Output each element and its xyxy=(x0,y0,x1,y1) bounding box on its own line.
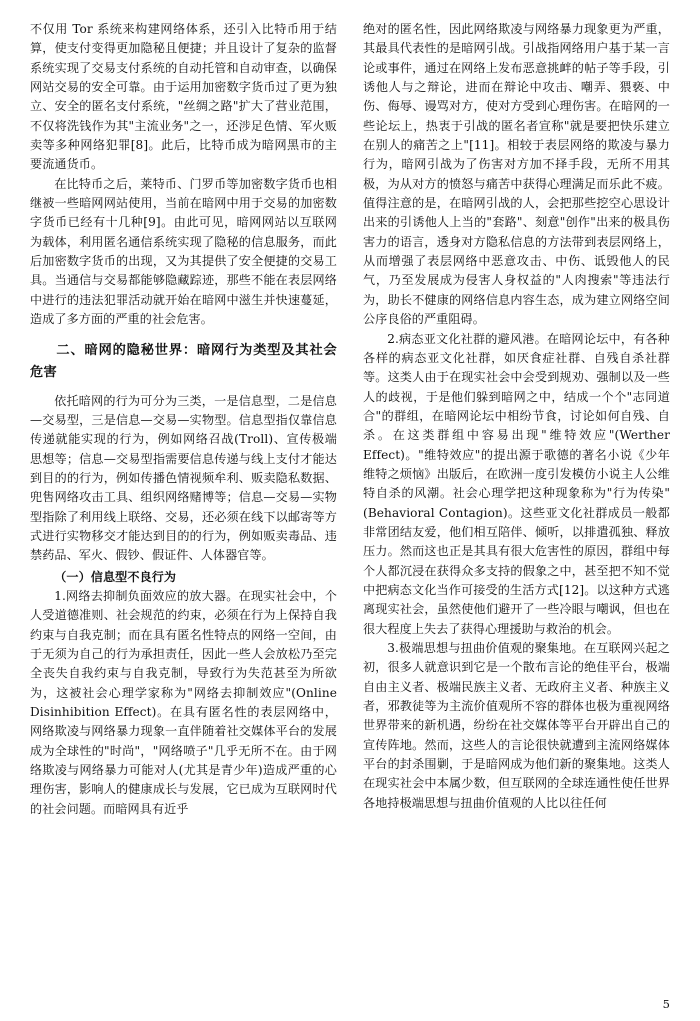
paragraph: 1.网络去抑制负面效应的放大器。在现实社会中，个人受道德准则、社会规范的约束，必须在行为上保持自我约束与自我克制；而在具有匿名性特点的网络一空间，由于无须为自己的行为承担责任，因此一些人会放松乃至完全丧失自我约束与自我克制，导致行为失范甚至为所欲为，这被社会心理学家称为"网络去抑制效应"(Online Disinhibition Effect)。在具有匿名性的表层网络中，网络欺凌与网络暴力现象一直伴随着社交媒体平台的发展成为全球性的"时尚"，"网络喷子"几乎无所不在。由于网络欺凌与网络暴力可能对人(尤其是青少年)造成严重的心理伤害，影响人的健康成长与发展，它已成为互联网时代的社会问题。而暗网具有近乎 xyxy=(30,588,337,816)
right-column xyxy=(363,20,670,970)
left-column xyxy=(30,20,337,970)
subsection-heading: （一）信息型不良行为 xyxy=(54,569,177,584)
paragraph: 3.极端思想与扭曲价值观的聚集地。在互联网兴起之初，很多人就意识到它是一个散布言论的绝佳平台，极端自由主义者、极端民族主义者、无政府主义者、种族主义者，邪教徒等为主流价值观所不容的群体也极为重视网络世界带来的新机遇，纷纷在社交媒体等平台开辟出自己的宣传阵地。然而，这些人的言论很快就遭到主流网络媒体平台的封杀围剿，于是暗网成为他们新的聚集地。这类人在现实社会中本属少数，但互联网的全球连通性使任世界各地持极端思想与扭曲价值观的人比以往任何 xyxy=(363,641,670,810)
page-number: 5 xyxy=(662,997,670,1011)
two-column-layout xyxy=(30,20,670,970)
section-heading: 二、暗网的隐秘世界：暗网行为类型及其社会危害 xyxy=(30,342,337,380)
paragraph: 依托暗网的行为可分为三类，一是信息型，二是信息—交易型，三是信息—交易—实物型。信息型指仅靠信息传递就能实现的行为，例如网络召战(Troll)、宣传极端思想等；信息—交易型指需要信息传递与线上支付才能达到目的的行为，例如传播色情视频牟利、贩卖隐私数据、兜售网络攻击工具、组织网络赌博等；信息—交易—实物型指除了利用线上联络、交易，还必须在线下以邮寄等方式进行实物移交才能达到目的的行为，例如贩卖毒品、违禁药品、军火、假钞、假证件、人体器官等。 xyxy=(30,393,337,563)
paragraph: 在比特币之后，莱特币、门罗币等加密数字货币也相继被一些暗网网站使用，当前在暗网中用于交易的加密数字货币已经有十几种[9]。由此可见，暗网网站以互联网为载体，利用匿名通信系统实现了隐秘的信息服务，而此后加密数字货币的出现，又为其提供了安全便捷的交易工具。当通信与交易都能够隐藏踪迹，那些不能在表层网络中进行的违法犯罪活动就开始在暗网中滋生并快速蔓延，造成了多方面的严重的社会危害。 xyxy=(30,176,337,327)
paragraph: 不仅用 Tor 系统来构建网络体系，还引入比特币用于结算，使支付变得更加隐秘且便捷；并且设计了复杂的监督系统实现了交易支付系统的自动托管和自动审查，以确保网站交易的安全可靠。由于运用加密数字货币过了更为独立、安全的匿名支付系统，"丝绸之路"扩大了营业范围，不仅将洗钱作为其"主流业务"之一，还涉足色情、军火贩卖等多种网络犯罪[8]。此后，比特币成为暗网黑市的主要流通货币。 xyxy=(30,22,337,172)
paragraph: 2.病态亚文化社群的避风港。在暗网论坛中，有各种各样的病态亚文化社群，如厌食症社群、自残自杀社群等。这类人由于在现实社会中会受到规劝、强制以及一些人的歧视，于是他们躲到暗网之中，结成一个个"志同道合"的群组，在暗网论坛中相纷节食，讨论如何自残、自杀。在这类群组中容易出现"维特效应"(Werther Effect)。"维特效应"的提出源于歌德的著名小说《少年维特之烦恼》出版后，在欧洲一度引发模仿小说主人公维特自杀的风潮。社会心理学把这种现象称为"行为传染"(Behavioral Contagion)。这些亚文化社群成员一般都非常团结友爱，他们相互陪伴、倾听，以排遣孤独、释放压力。然而这也正是其具有很大危害性的原因，群组中每个人都沉浸在获得众多支持的假象之中，甚至把不知不觉中把病态文化当作可接受的生活方式[12]。以这种方式逃离现实社会，虽然使他们避开了一些冷眼与嘲讽，但也在很大程度上失去了获得心理援助与救治的机会。 xyxy=(363,331,670,636)
paragraph: 绝对的匿名性，因此网络欺凌与网络暴力现象更为严重，其最具代表性的是暗网引战。引战指网络用户基于某一言论或事件，通过在网络上发布恶意挑衅的帖子等手段，引诱他人与之辩论，进而在辩论中攻击、嘲弄、猥亵、中伤、侮辱、谩骂对方，使对方受到心理伤害。在暗网的一些论坛上，热衷于引战的匿名者宣称"就是要把快乐建立在别人的痛苦之上"[11]。相较于表层网络的欺凌与暴力行为，暗网引战为了伤害对方加不择手段，无所不用其极，为从对方的愤怒与痛苦中获得心理满足而乐此不疲。值得注意的是，在暗网引战的人，会把那些挖空心思设计出来的引诱他人上当的"套路"、刻意"创作"出来的极具伤害力的语言，透身对方隐私信息的方法带到表层网络上，从而增强了表层网络中恶意攻击、中伤、诋毁他人的民气，乃至发展成为侵害人身权益的"人肉搜索"等违法行为，助长不健康的网络信息内容生态，成为建立网络空间公序良俗的严重阻碍。 xyxy=(363,22,670,327)
